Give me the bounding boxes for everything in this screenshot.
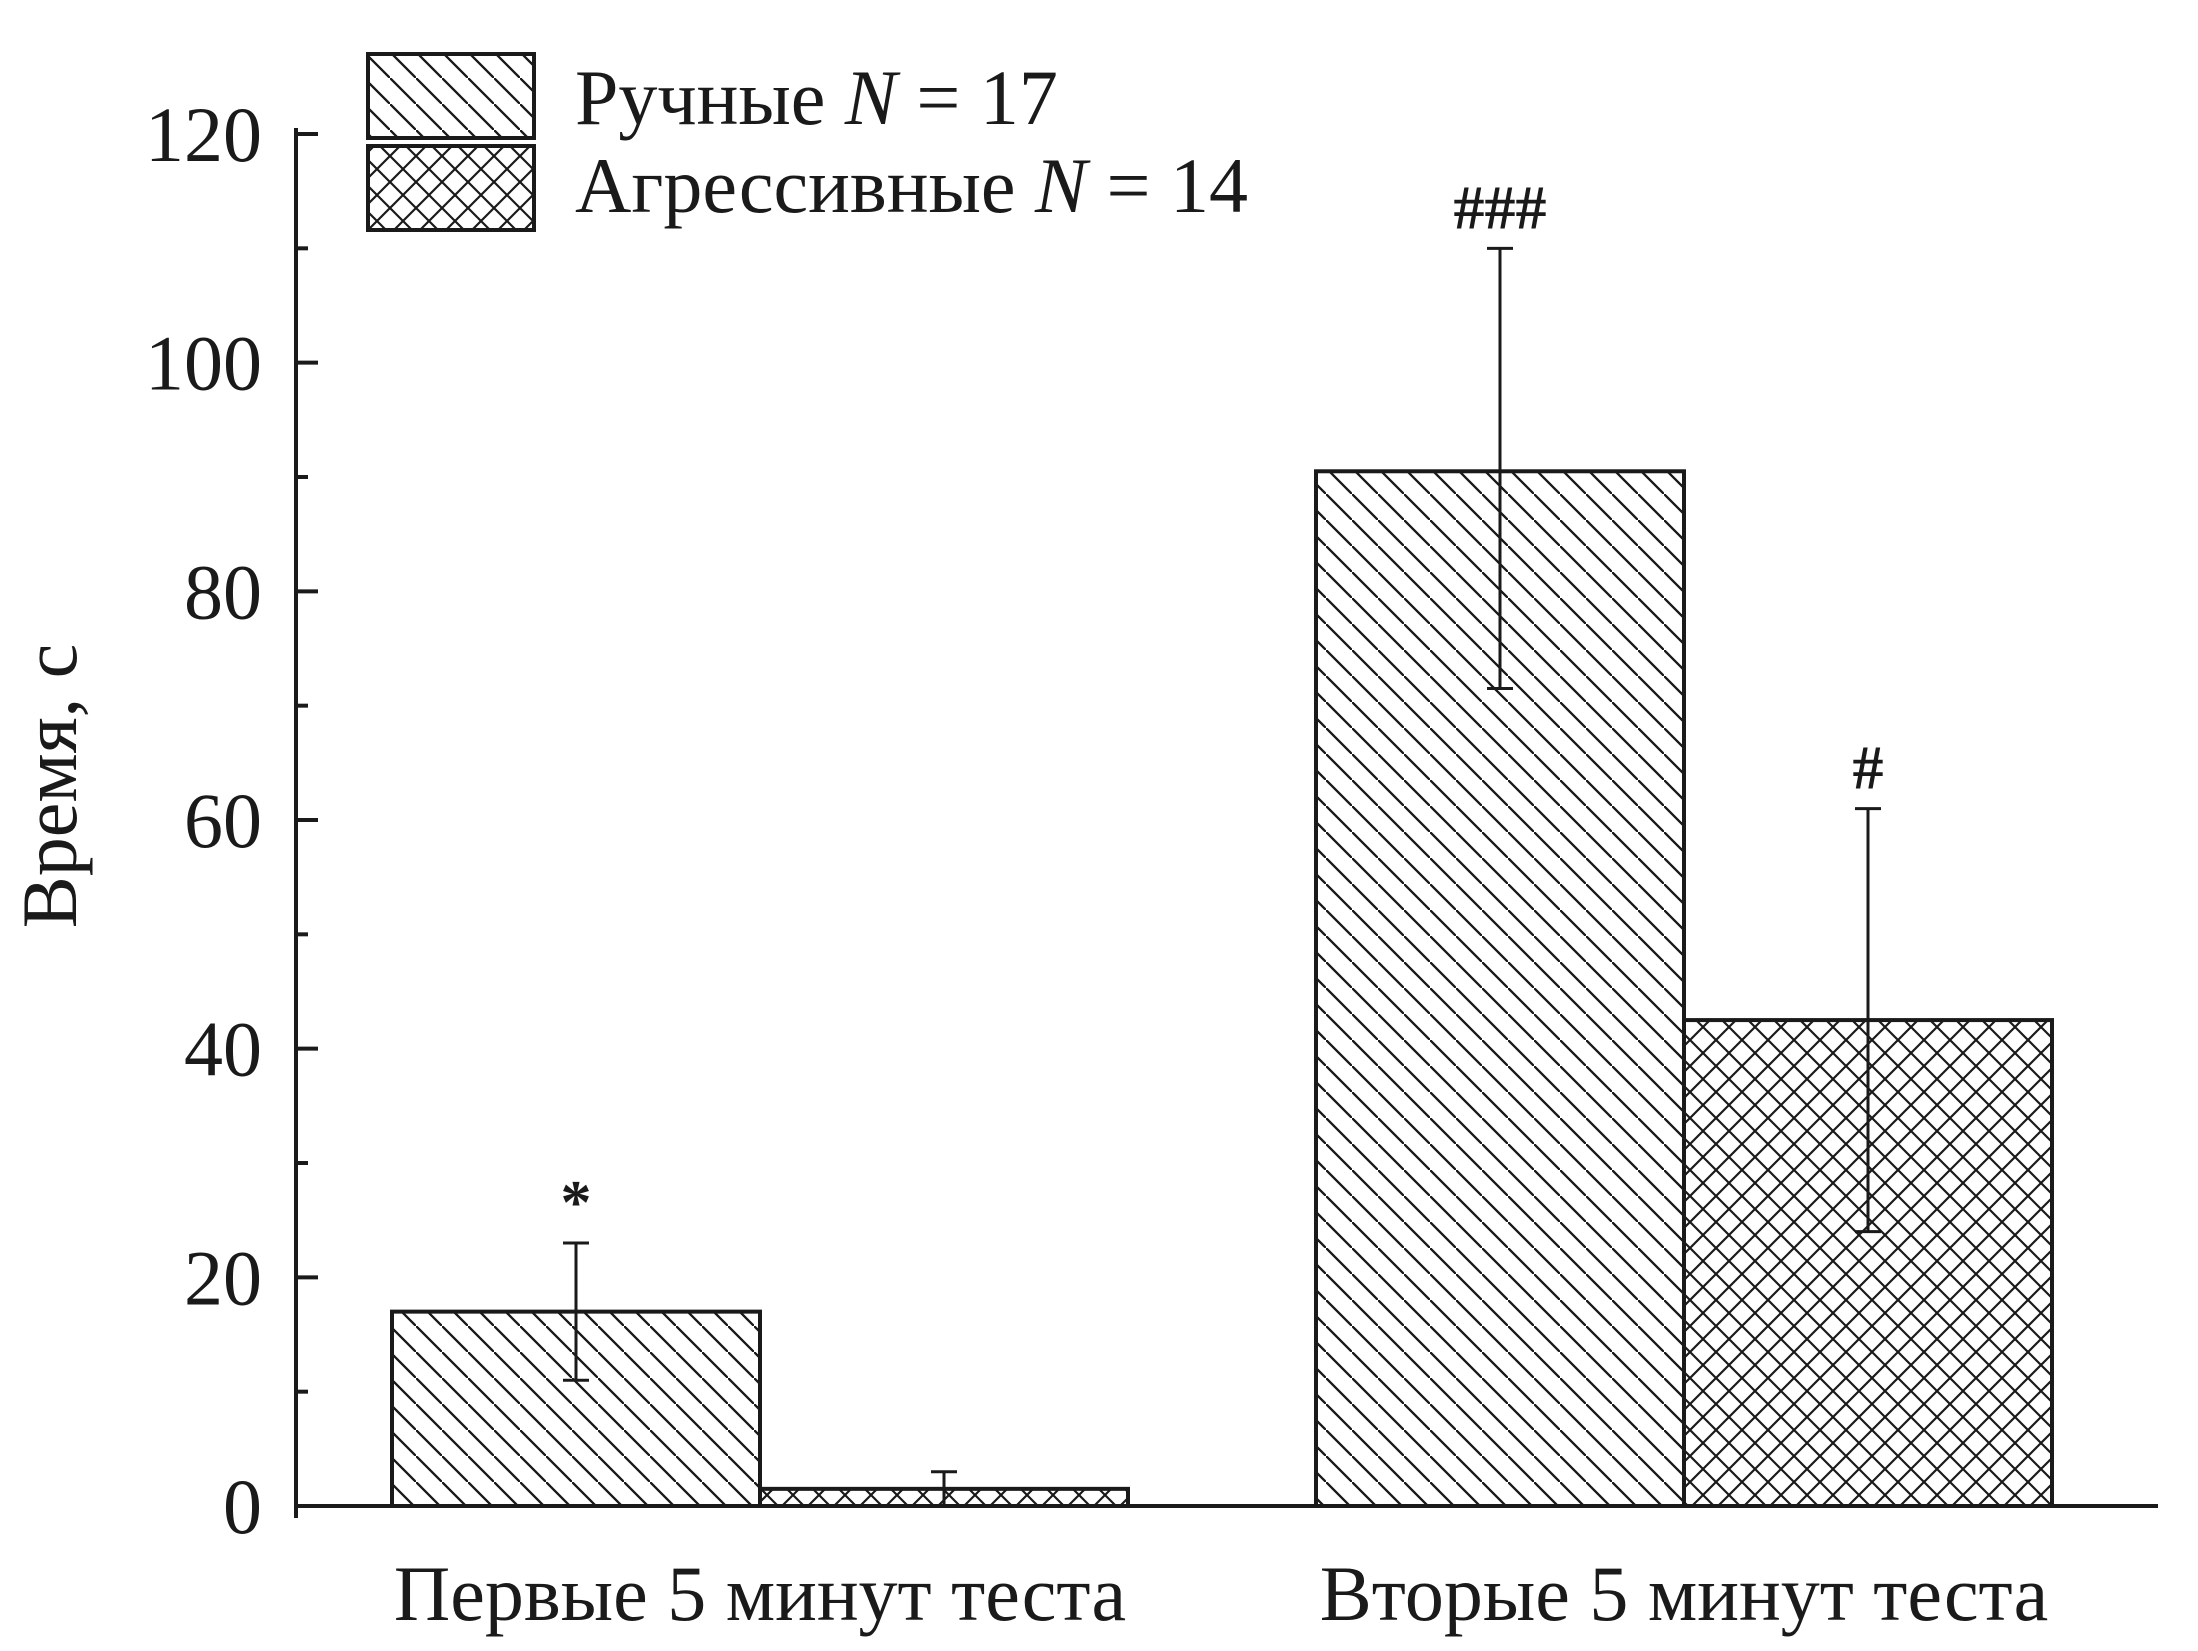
significance-marker-tame-1: * bbox=[560, 1169, 592, 1238]
legend-n-ручные: N bbox=[844, 54, 897, 141]
significance-marker-tame-2: ### bbox=[1453, 174, 1547, 243]
legend bbox=[368, 54, 1248, 230]
legend-n-value-агрессивные: = 14 bbox=[1106, 142, 1248, 229]
y-tick-label-20: 20 bbox=[184, 1234, 262, 1322]
legend-label-ручные: Ручные bbox=[575, 54, 826, 141]
legend-swatch-ручные bbox=[368, 54, 534, 138]
y-tick-label-40: 40 bbox=[184, 1005, 262, 1093]
y-tick-label-80: 80 bbox=[184, 548, 262, 636]
bars-layer bbox=[392, 471, 2052, 1506]
svg-text:Агрессивные N bbox=[575, 142, 1248, 229]
category-label-2: Вторые 5 минут теста bbox=[1319, 1550, 2049, 1637]
legend-label-агрессивные: Агрессивные bbox=[575, 142, 1016, 229]
y-axis-title: Время, с bbox=[6, 643, 93, 929]
category-labels bbox=[394, 1550, 2048, 1637]
svg-text:Ручные N bbox=[575, 54, 1058, 141]
significance-marker-aggressive-2: # bbox=[1852, 734, 1884, 803]
category-label-1: Первые 5 минут теста bbox=[393, 1550, 1127, 1637]
y-tick-label-0: 0 bbox=[223, 1463, 262, 1550]
y-tick-label-60: 60 bbox=[184, 777, 262, 864]
y-ticks bbox=[145, 91, 318, 1550]
y-tick-label-120: 120 bbox=[145, 91, 262, 178]
legend-swatch-агрессивные bbox=[368, 146, 534, 230]
legend-n-value-ручные: = 17 bbox=[916, 54, 1058, 141]
y-tick-label-100: 100 bbox=[145, 319, 262, 407]
legend-n-агрессивные: N bbox=[1034, 142, 1087, 229]
